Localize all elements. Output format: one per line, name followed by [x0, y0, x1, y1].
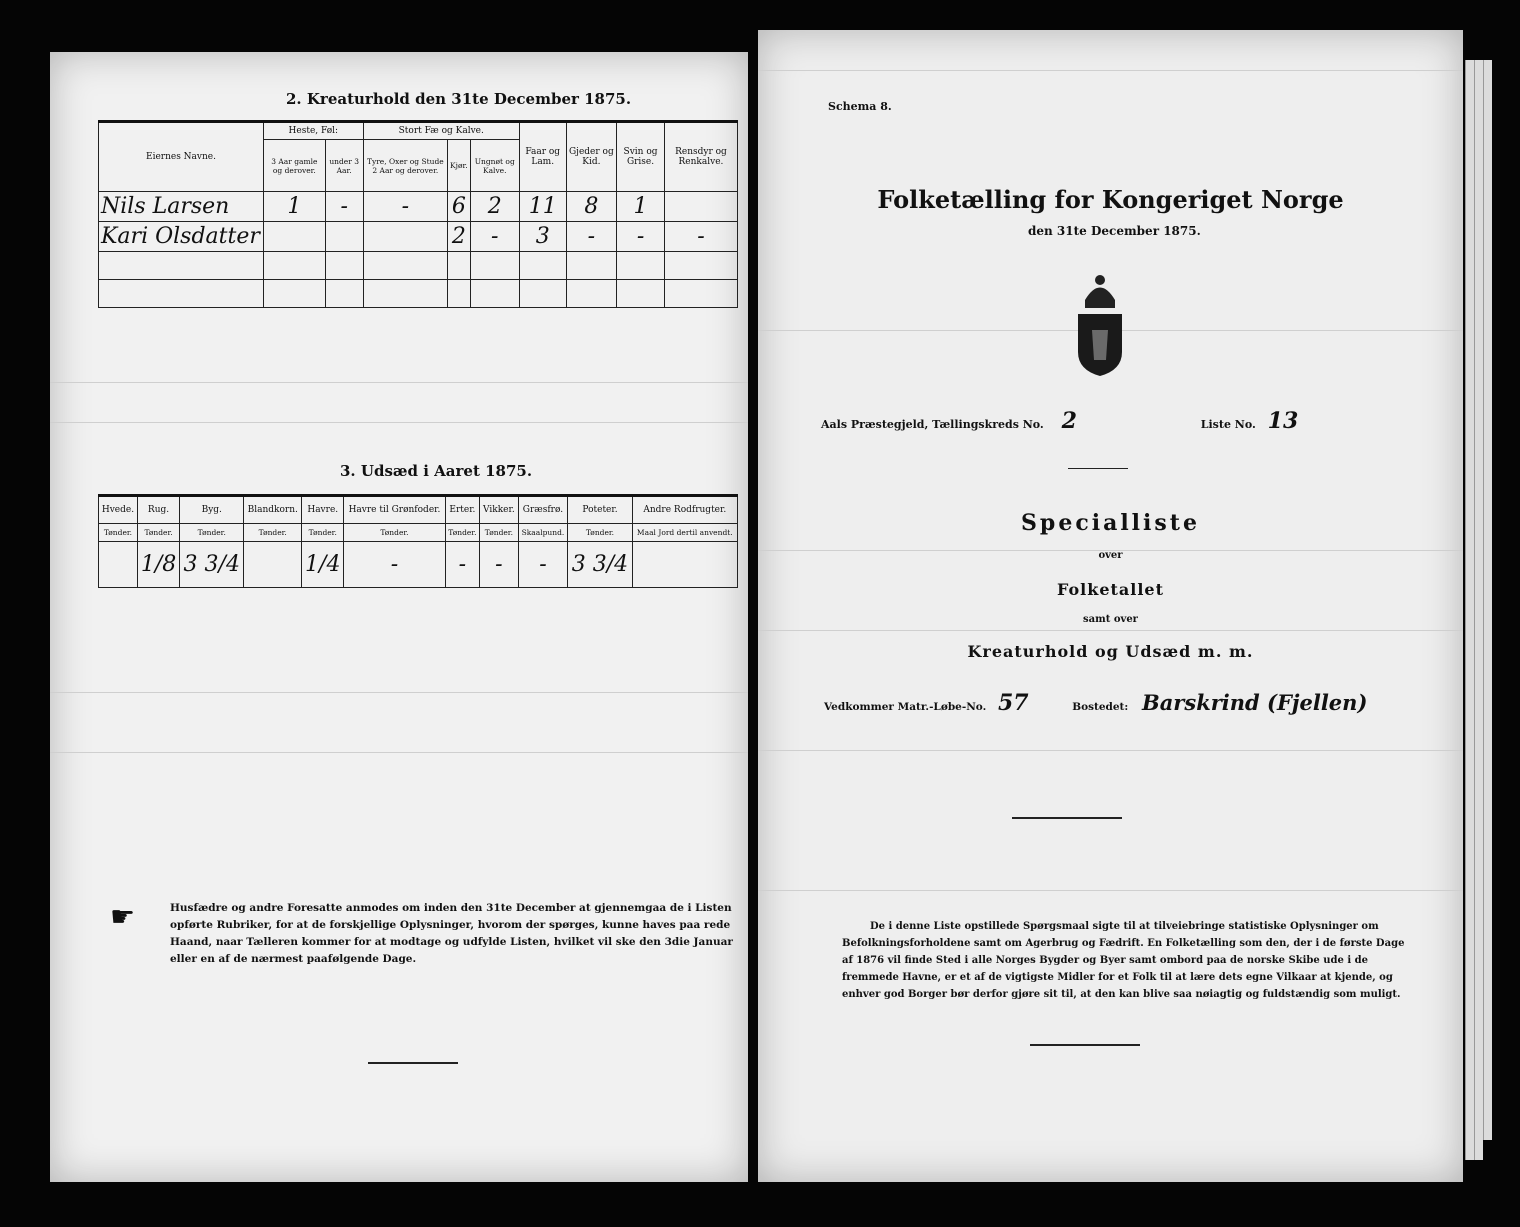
header-heste-sub2: under 3 Aar. [325, 140, 363, 192]
liste-no: 13 [1267, 408, 1299, 434]
samt-over-label: samt over [1083, 614, 1138, 625]
seed-unit-cell: Tønder. [445, 524, 480, 542]
seed-unit-cell: Tønder. [137, 524, 179, 542]
cell [664, 192, 737, 222]
cell: 1 [617, 192, 665, 222]
instruction-note: Husfædre og andre Foresatte anmodes om inden den 31te December at gjennemgaa de i Listen opførte Rubriker, for at de forskjellige Oplysninger, hvorom der spørges, kunne haves paa rede Haand, naar Tælleren kommer for at modtage og udfylde Listen, hvilket vil ske den 3die Januar eller en af de nærmest paafølgende Dage. [170, 902, 733, 965]
cell: 8 [566, 192, 617, 222]
cell: - [617, 222, 665, 252]
cell: - [664, 222, 737, 252]
seed-value-cell: - [518, 542, 568, 588]
liste-label: Liste No. [1200, 418, 1256, 431]
seed-header-cell: Blandkorn. [244, 496, 302, 524]
seed-header-cell: Poteter. [568, 496, 632, 524]
seed-unit-cell: Tønder. [180, 524, 244, 542]
coat-of-arms-icon [1070, 270, 1130, 380]
page-edge [1474, 60, 1483, 1160]
seed-value-row [99, 542, 738, 588]
seed-value-cell: 1/4 [302, 542, 344, 588]
bosted-label: Bostedet: [1072, 701, 1129, 713]
seed-header-cell: Byg. [180, 496, 244, 524]
seed-header-cell: Erter. [445, 496, 480, 524]
seed-header-cell: Andre Rodfrugter. [632, 496, 737, 524]
page-edge [1483, 60, 1492, 1140]
seed-value-cell: - [480, 542, 518, 588]
cell [325, 222, 363, 252]
folketallet-label: Folketallet [1057, 580, 1164, 599]
matr-label: Vedkommer Matr.-Løbe-No. [824, 701, 987, 713]
livestock-table [98, 120, 738, 308]
seed-unit-cell: Tønder. [344, 524, 445, 542]
matr-line [824, 690, 1367, 716]
cell: 2 [448, 222, 471, 252]
seed-unit-cell: Tønder. [302, 524, 344, 542]
census-title: Folketælling for Kongeriget Norge [877, 185, 1344, 214]
header-names: Eiernes Navne. [99, 122, 264, 192]
page-edge [1465, 60, 1474, 1160]
seed-unit-row [99, 524, 738, 542]
cell: - [566, 222, 617, 252]
kreaturhold-label: Kreaturhold og Udsæd m. m. [967, 642, 1254, 661]
divider-rule [1030, 1044, 1140, 1046]
seed-value-cell: - [344, 542, 445, 588]
seed-header-cell: Græsfrø. [518, 496, 568, 524]
owner-name: Kari Olsdatter [99, 222, 264, 252]
pointing-hand-icon: ☛ [110, 900, 136, 933]
seed-header-cell: Vikker. [480, 496, 518, 524]
cell [363, 222, 447, 252]
owner-name: Nils Larsen [99, 192, 264, 222]
district-line [821, 408, 1298, 434]
cell: 11 [519, 192, 566, 222]
cell: - [325, 192, 363, 222]
prestegjeld-label: Aals Præstegjeld, Tællingskreds No. [821, 418, 1044, 431]
seed-value-cell: 3 3/4 [180, 542, 244, 588]
seed-unit-cell: Tønder. [99, 524, 138, 542]
census-paragraph: De i denne Liste opstillede Spørgsmaal sigte til at tilveiebringe statistiske Oplysninger om Befolkningsforholdene samt om Agerbrug og Fædrift. En Folketælling som den, der i de første Dage af 1876 vil finde Sted i alle Norges Bygder og Byer samt ombord paa de norske Skibe ude i de fremmede Havne, er et af de vigtigste Midler for et Folk til at lære dets egne Vilkaar at kjende, og enhver god Borger bør derfor gjøre sit til, at den kan blive saa nøiagtig og fuldstændig som muligt. [842, 921, 1405, 1000]
seed-header-cell: Havre. [302, 496, 344, 524]
seed-unit-cell: Skaalpund. [518, 524, 568, 542]
seed-header-cell: Rug. [137, 496, 179, 524]
over-label: over [1098, 550, 1123, 561]
header-rensdyr: Rensdyr og Renkalve. [664, 122, 737, 192]
seed-table [98, 494, 738, 588]
header-stort-sub3: Ungnøt og Kalve. [470, 140, 519, 192]
left-page [50, 52, 748, 1182]
seed-header-cell: Havre til Grønfoder. [344, 496, 445, 524]
cell: 6 [448, 192, 471, 222]
seed-value-cell [632, 542, 737, 588]
bosted-value: Barskrind (Fjellen) [1141, 690, 1368, 715]
header-stort-sub1: Tyre, Oxer og Stude 2 Aar og derover. [363, 140, 447, 192]
schema-label: Schema 8. [828, 100, 892, 113]
table-row [99, 252, 738, 280]
header-stort-sub2: Kjør. [448, 140, 471, 192]
census-date: den 31te December 1875. [1028, 224, 1201, 238]
header-svin: Svin og Grise. [617, 122, 665, 192]
cell: - [363, 192, 447, 222]
header-heste-sub1: 3 Aar gamle og derover. [264, 140, 326, 192]
header-heste: Heste, Føl: [264, 122, 364, 140]
header-faar: Faar og Lam. [519, 122, 566, 192]
section3-title: 3. Udsæd i Aaret 1875. [340, 462, 533, 480]
seed-unit-cell: Tønder. [568, 524, 632, 542]
seed-value-cell: - [445, 542, 480, 588]
cell: 1 [264, 192, 326, 222]
cell: 3 [519, 222, 566, 252]
divider-rule [1068, 468, 1128, 469]
seed-value-cell [99, 542, 138, 588]
seed-value-cell: 3 3/4 [568, 542, 632, 588]
seed-unit-cell: Maal Jord dertil anvendt. [632, 524, 737, 542]
table-row [99, 192, 738, 222]
seed-header-row [99, 496, 738, 524]
section2-title: 2. Kreaturhold den 31te December 1875. [286, 90, 632, 108]
divider-rule [368, 1062, 458, 1064]
specialliste-title: Specialliste [1021, 510, 1200, 536]
cell [264, 222, 326, 252]
cell: - [470, 222, 519, 252]
right-page [758, 30, 1463, 1182]
seed-value-cell: 1/8 [137, 542, 179, 588]
seed-value-cell [244, 542, 302, 588]
seed-unit-cell: Tønder. [480, 524, 518, 542]
divider-rule [1012, 817, 1122, 819]
matr-no: 57 [997, 690, 1029, 716]
header-stort-fae: Stort Fæ og Kalve. [363, 122, 519, 140]
table-row [99, 280, 738, 308]
table-row [99, 222, 738, 252]
header-gjeder: Gjeder og Kid. [566, 122, 617, 192]
kreds-no: 2 [1061, 408, 1077, 434]
seed-unit-cell: Tønder. [244, 524, 302, 542]
cell: 2 [470, 192, 519, 222]
seed-header-cell: Hvede. [99, 496, 138, 524]
